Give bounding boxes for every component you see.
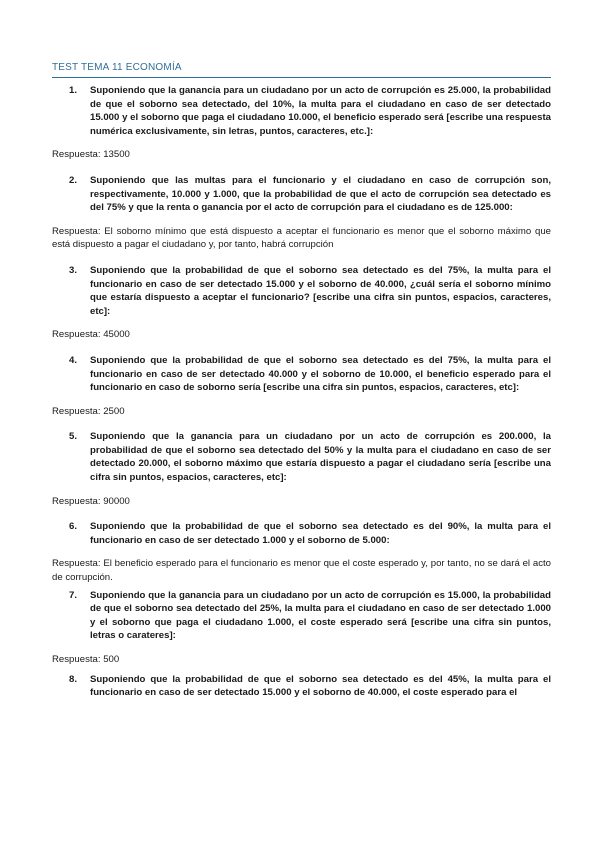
answer-2: Respuesta: El soborno mínimo que está dispuesto a aceptar el funcionario es menor que el soborno máximo que está dispuesto a pagar el ciudadano y, por tanto, habrá corrupción [52, 225, 551, 251]
question-number: 7. [69, 589, 78, 601]
question-number: 1. [69, 85, 78, 96]
question-text: Suponiendo que las multas para el funcionario y el ciudadano en caso de corrupción son, respectivamente, 10.000 y 1.000, que la probabilidad de que el acto de corrupción sea detectado es del 75% y que la renta o ganancia por el acto de corrupción para el ciudadano es de 125.000: [90, 174, 551, 214]
question-text: Suponiendo que la ganancia para un ciudadano por un acto de corrupción es 15.000, la probabilidad de que el soborno sea detectado del 25%, la multa para el ciudadano en caso de ser detectado 1.000 y el soborno que paga el ciudadano 1.000, el coste esperado será [escribe una cifra sin puntos, letras o carateres]: [90, 589, 551, 642]
question-6 [69, 520, 551, 547]
page-title: TEST TEMA 11 ECONOMÍA [52, 62, 551, 78]
question-5 [69, 430, 551, 484]
question-number: 2. [69, 174, 78, 186]
answer-7: Respuesta: 500 [52, 654, 120, 665]
question-number: 8. [69, 673, 78, 685]
question-text: Suponiendo que la ganancia para un ciudadano por un acto de corrupción es 25.000, la probabilidad de que el soborno sea detectado, del 10%, la multa para el ciudadano en caso de ser detectado 15.000 y el soborno que paga el ciudadano 10.000, el beneficio esperado será [escribe una respuesta numérica exclusivamente, sin letras, puntos, caracteres, etc.]: [90, 85, 551, 137]
answer-4: Respuesta: 2500 [52, 405, 125, 417]
question-list [52, 84, 551, 700]
question-number: 5. [69, 431, 78, 443]
question-text: Suponiendo que la probabilidad de que el soborno sea detectado es del 75%, la multa para el funcionario en caso de ser detectado 15.000 y el soborno de 40.000, ¿cuál sería el soborno mínimo que estaría dispuesto a aceptar el funcionario? [escribe una cifra sin puntos, espacios, caracteres, etc]: [90, 264, 551, 317]
question-8 [69, 673, 551, 700]
question-4 [69, 354, 551, 395]
answer-6: Respuesta: El beneficio esperado para el funcionario es menor que el coste esperado y, por tanto, no se dará el acto de corrupción. [52, 558, 551, 584]
question-number: 3. [69, 264, 78, 276]
question-2 [69, 174, 551, 215]
question-text: Suponiendo que la probabilidad de que el soborno sea detectado es del 75%, la multa para el funcionario en caso de ser detectado 40.000 y el soborno de 10.000, el beneficio esperado para el funcionario en caso de soborno sería [escribe una cifra sin puntos, espacios, caracteres, etc]: [90, 354, 551, 394]
question-text: Suponiendo que la probabilidad de que el soborno sea detectado es del 45%, la multa para el funcionario en caso de ser detectado 15.000 y el soborno de 40.000, el coste esperado para el [90, 673, 551, 699]
question-3 [69, 264, 551, 318]
answer-5: Respuesta: 90000 [52, 495, 130, 507]
answer-3: Respuesta: 45000 [52, 329, 130, 341]
question-number: 6. [69, 521, 78, 533]
question-text: Suponiendo que la ganancia para un ciudadano por un acto de corrupción es 200.000, la probabilidad de que el soborno sea detectado del 50% y la multa para el ciudadano en caso de ser detectado 20.000, el soborno máximo que estaría dispuesto a pagar el ciudadano sería [escribe una cifra sin puntos, espacios, caracteres, etc]: [90, 431, 551, 484]
question-text: Suponiendo que la probabilidad de que el soborno sea detectado es del 90%, la multa para el funcionario en caso de ser detectado 1.000 y el soborno de 5.000: [90, 521, 551, 546]
question-7 [69, 589, 551, 643]
question-1 [69, 84, 551, 138]
answer-1: Respuesta: 13500 [52, 149, 130, 161]
question-number: 4. [69, 354, 78, 366]
